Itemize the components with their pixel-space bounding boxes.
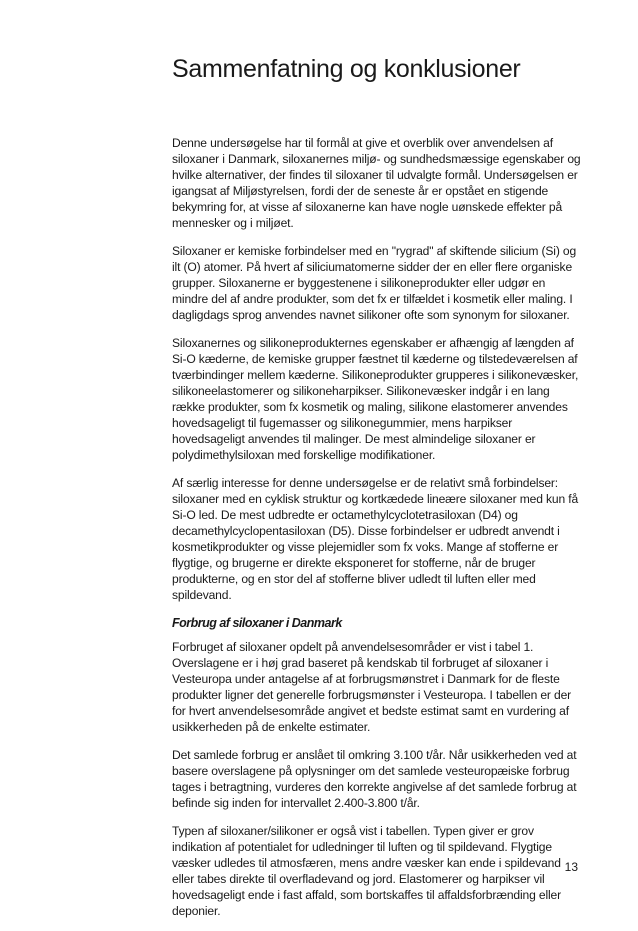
- paragraph-type: Typen af siloxaner/silikoner er også vist i tabellen. Typen giver er grov indikation af potentialet for udledninger til luften og til spildevand. Flygtige væsker udledes til atmosfæren, mens andre væsker kan ende i spildevand eller tabes direkte til overfladevand og jord. Elastomerer og harpikser vil hovedsageligt ende i fast affald, som bortskaffes til affaldsforbrænding eller deponier.: [172, 824, 561, 918]
- paragraph-consumption: Forbruget af siloxaner opdelt på anvendelsesområder er vist i tabel 1. Overslagene er i høj grad baseret på kendskab til forbruget af siloxaner i Vesteuropa under antagelse af at forbrugsmønstret i Danmark for de fleste produkter ligner det generelle forbrugsmønster i Vesteuropa. I tabellen er der for hvert anvendelsesområde angivet et bedste estimat samt en vurdering af usikkerheden på de enkelte estimater.: [172, 640, 572, 734]
- page-title: Sammenfatning og konklusioner: [172, 55, 521, 83]
- section-heading: Forbrug af siloxaner i Danmark: [172, 616, 342, 630]
- body-text: [172, 135, 582, 931]
- page-number: 13: [564, 860, 578, 874]
- paragraph-intro: Denne undersøgelse har til formål at give et overblik over anvendelsen af siloxaner i Danmark, siloxanernes miljø- og sundhedsmæssige egenskaber og hvilke alternativer, der findes til siloxaner til udvalgte formål. Undersøgelsen er igangsat af Miljøstyrelsen, fordi der de seneste år er opstået en stigende bekymring for, at visse af siloxanerne kan have nogle uønskede effekter på mennesker og i miljøet.: [172, 136, 581, 230]
- paragraph-interest: Af særlig interesse for denne undersøgelse er de relativt små forbindelser: siloxaner med en cyklisk struktur og kortkædede lineære siloxaner med kun få Si-O led. De mest udbredte er octamethylcyclotetrasiloxan (D4) og decamethylcyclopentasiloxan (D5). Disse forbindelser er udbredt anvendt i kosmetikprodukter og visse plejemidler som fx voks. Mange af stofferne er flygtige, og brugerne er direkte eksponeret for stofferne, når de bruger produkterne, og en stor del af stofferne bliver udledt til luften eller med spildevand.: [172, 476, 579, 602]
- paragraph-properties: Siloxanernes og silikoneprodukternes egenskaber er afhængig af længden af Si-O kæderne, de kemiske grupper fæstnet til kæderne og tilstedeværelsen af tværbindinger mellem kæderne. Silikoneprodukter grupperes i silikonevæsker, silikoneelastomerer og silikoneharpikser. Silikonevæsker indgår i en lang række produkter, som fx kosmetik og maling, silikone elastomerer anvendes hovedsageligt til fugemasser og silikonegummier, mens harpikser hovedsageligt anvendes til malinger. De mest almindelige siloxaner er polydimethylsiloxan med forskellige modifikationer.: [172, 336, 579, 462]
- paragraph-siloxane-definition: Siloxaner er kemiske forbindelser med en "rygrad" af skiftende silicium (Si) og ilt (O) atomer. På hvert af siliciumatomerne sidder der en eller flere organiske grupper. Siloxanerne er byggestenene i silikoneprodukter eller udgør en mindre del af andre produkter, som det fx er tilfældet i kosmetik eller maling. I dagligdags sprog anvendes navnet silikoner ofte som synonym for siloxaner.: [172, 244, 577, 322]
- paragraph-total: Det samlede forbrug er anslået til omkring 3.100 t/år. Når usikkerheden ved at basere overslagene på oplysninger om det samlede vesteuropæiske forbrug tages i betragtning, vurderes den korrekte angivelse af det samlede forbrug at befinde sig inden for intervallet 2.400-3.800 t/år.: [172, 748, 577, 810]
